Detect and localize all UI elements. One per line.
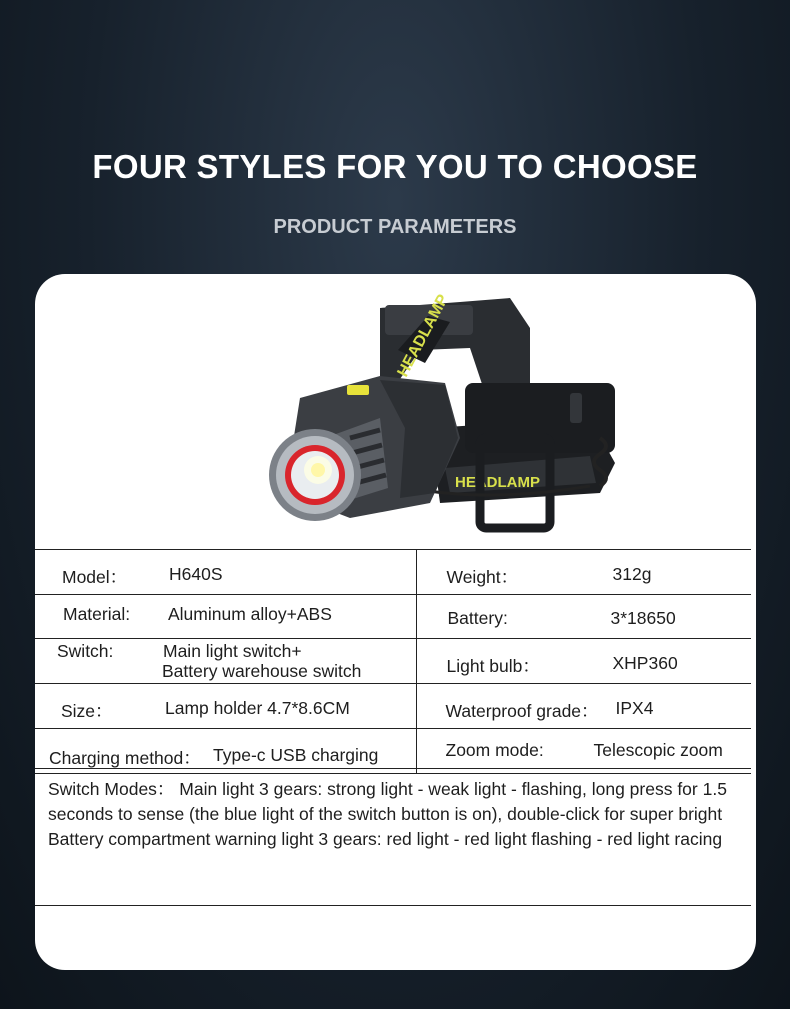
page-title: FOUR STYLES FOR YOU TO CHOOSE (92, 148, 698, 185)
spec-card (35, 274, 756, 970)
light-bulb-label: Light bulb： (446, 656, 540, 676)
table-row (35, 729, 751, 774)
spec-table (35, 549, 751, 774)
size-value: Lamp holder 4.7*8.6CM (165, 698, 350, 718)
svg-text:HEADLAMP: HEADLAMP (455, 474, 540, 491)
switch-label: Switch: (57, 641, 114, 661)
mode-notes (35, 768, 751, 906)
table-row (35, 550, 751, 595)
table-row (35, 684, 751, 729)
table-row (35, 595, 751, 639)
headlamp-product-image (230, 288, 620, 543)
zoom-label: Zoom mode: (445, 740, 544, 760)
charging-value: Type-c USB charging (213, 745, 379, 765)
battery-value: 3*18650 (610, 608, 676, 628)
switch-value-line1: Main light switch+ (163, 641, 302, 661)
page-subtitle: PRODUCT PARAMETERS (273, 216, 517, 238)
model-value: H640S (169, 564, 223, 584)
switch-value-line2: Battery warehouse switch (162, 661, 362, 681)
weight-label: Weight： (446, 567, 519, 587)
waterproof-value: IPX4 (615, 698, 654, 718)
weight-value: 312g (612, 564, 652, 584)
size-label: Size： (61, 701, 113, 721)
table-row (35, 639, 751, 684)
model-label: Model： (62, 567, 128, 587)
waterproof-label: Waterproof grade： (445, 701, 599, 721)
switch-modes-text: Switch Modes： Main light 3 gears: strong light - weak light - flashing, long press for 1.5 seconds to sense (the blue light of the switch button is on), double-click for super bright (48, 779, 727, 824)
light-bulb-value: XHP360 (612, 653, 678, 673)
charging-label: Charging method： (49, 748, 201, 768)
svg-text:HEADLAMP: HEADLAMP (394, 291, 453, 380)
material-value: Aluminum alloy+ABS (168, 604, 332, 624)
battery-label: Battery: (447, 608, 508, 628)
zoom-value: Telescopic zoom (593, 740, 723, 760)
battery-warning-text: Battery compartment warning light 3 gears: red light - red light flashing - red light racing (48, 829, 723, 849)
material-label: Material: (63, 604, 131, 624)
